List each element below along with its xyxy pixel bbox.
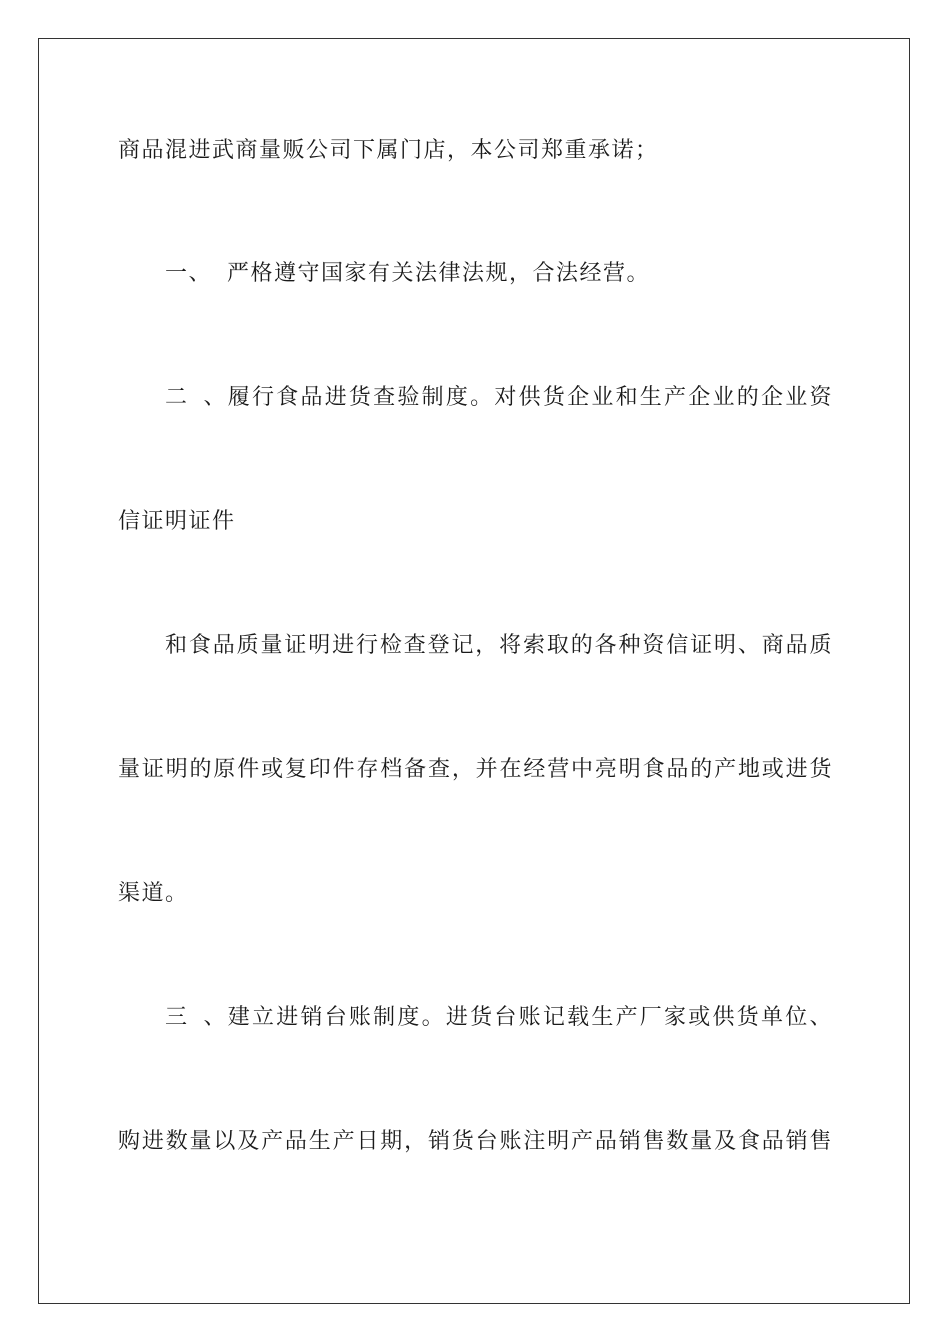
list-item-3 <box>165 1003 833 1033</box>
paragraph-line: 渠道。 <box>118 881 189 906</box>
paragraph-intro: 商品混进武商量贩公司下属门店，本公司郑重承诺； <box>118 138 659 163</box>
list-item-text: 严格遵守国家有关法律法规，合法经营。 <box>227 261 651 286</box>
list-item-text: 履行食品进货查验制度。对供货企业和生产企业的企业资 <box>227 385 833 410</box>
list-item-number: 三、 <box>165 1005 227 1030</box>
paragraph-line: 和食品质量证明进行检查登记，将索取的各种资信证明、商品质 <box>165 633 833 658</box>
list-item-text: 建立进销台账制度。进货台账记载生产厂家或供货单位、 <box>227 1005 833 1030</box>
list-item-2 <box>165 383 833 413</box>
list-item-number: 二、 <box>165 385 227 410</box>
list-item-number: 一、 <box>165 261 213 286</box>
list-item-1 <box>165 259 833 289</box>
paragraph-line: 量证明的原件或复印件存档备查，并在经营中亮明食品的产地或进货 <box>118 757 833 782</box>
paragraph-line: 购进数量以及产品生产日期，销货台账注明产品销售数量及食品销售 <box>118 1129 833 1154</box>
page-border <box>38 38 910 1304</box>
paragraph-line: 信证明证件 <box>118 509 236 534</box>
